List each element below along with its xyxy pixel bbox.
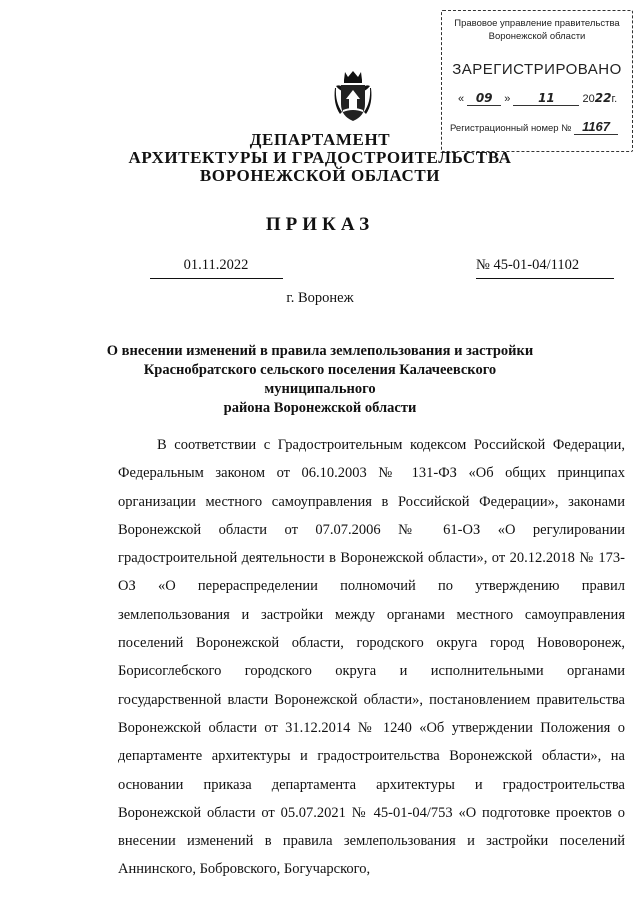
department-line1: ДЕПАРТАМЕНТ (249, 130, 391, 149)
body-text (118, 431, 625, 884)
department-line2: АРХИТЕКТУРЫ И ГРАДОСТРОИТЕЛЬСТВА (128, 148, 512, 167)
stamp-date-month: 11 (513, 91, 579, 106)
stamp-registered: ЗАРЕГИСТРИРОВАНО (452, 61, 622, 78)
date-underline (150, 278, 283, 279)
stamp-date-close: » (504, 93, 511, 105)
stamp-date (458, 91, 624, 106)
order-title-line: района Воронежской области (223, 400, 417, 416)
stamp-reg-number-value: 1167 (574, 119, 618, 135)
order-number: № 45-01-04/1102 (476, 257, 580, 273)
stamp-date-year-prefix: 20 (582, 93, 595, 105)
number-underline (476, 278, 614, 279)
order-date: 01.11.2022 (183, 257, 249, 273)
voronezh-coat-of-arms-icon (332, 68, 374, 124)
stamp-date-suffix: г. (611, 93, 618, 105)
department-line3: ВОРОНЕЖСКОЙ ОБЛАСТИ (199, 166, 441, 185)
document-type: ПРИКАЗ (265, 214, 375, 235)
city: г. Воронеж (286, 290, 354, 306)
stamp-date-year: 22 (594, 91, 612, 105)
stamp-org (442, 17, 632, 43)
stamp-reg-number-label: Регистрационный номер № (450, 123, 572, 134)
order-title (100, 342, 540, 418)
body-paragraph: В соответствии с Градостроительным кодексом Российской Федерации, Федеральным законом от 06.10.2003 № 131-ФЗ «Об общих принципах организации местного самоуправления в Российской Федерации», законами Воронежской области от 07.07.2006 № 61-ОЗ «О регулировании градостроительной деятельности в Воронежской области», от 20.12.2018 № 173-ОЗ «О перераспределении полномочий по утверждению правил землепользования и застройки между органами местного самоуправления поселений Воронежской области, городского округа город Нововоронеж, Борисоглебского городского округа и исполнительными органами государственной власти Воронежской области», постановлением правительства Воронежской области от 31.12.2014 № 1240 «Об утверждении Положения о департаменте архитектуры и градостроительства Воронежской области», на основании приказа департамента архитектуры и градостроительства Воронежской области от 05.07.2021 № 45-01-04/753 «О подготовке проектов о внесении изменений в правила землепользования и застройки поселений Аннинского, Бобровского, Богучарского, (118, 437, 625, 878)
stamp-org-line2: Воронежской области (488, 31, 586, 42)
order-title-line: Краснобратского сельского поселения Калачеевского муниципального (143, 362, 497, 397)
stamp-org-line1: Правовое управление правительства (454, 18, 620, 29)
order-title-line: О внесении изменений в правила землепользования и застройки (106, 343, 534, 359)
stamp-date-open: « (458, 93, 465, 105)
stamp-date-day: 09 (467, 91, 501, 106)
